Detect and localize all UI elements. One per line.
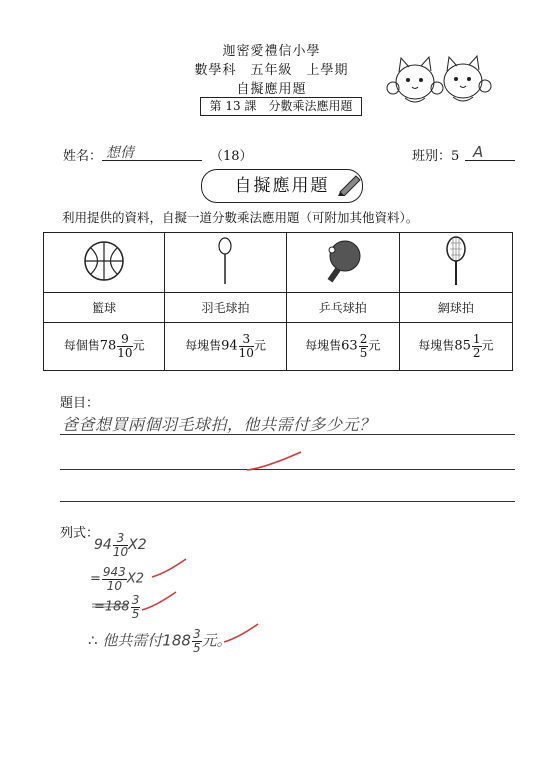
student-number: （18） [210, 149, 253, 164]
basketball-icon [82, 239, 126, 283]
name-label: 姓名： [63, 149, 103, 164]
working-line-1: 94 $\frac{3}{10}$ X2 [94, 531, 147, 559]
subject-line: 數學科 五年級 上學期 [194, 63, 349, 78]
instruction-text: 利用提供的資料，自擬一道分數乘法應用題（可附加其他資料）。 [62, 210, 419, 225]
double-underline [92, 602, 132, 608]
check-mark-icon [140, 588, 180, 614]
school-name: 迦密愛禮信小學 [222, 44, 321, 59]
working-conclusion: ∴ 他共需付188 $\frac{3}{5}$ 元。 [88, 627, 232, 655]
section-banner: 自擬應用題 [201, 169, 363, 203]
working-line-2: = $\frac{943}{10}$ X2 [90, 565, 144, 593]
item-name: 籃球 [44, 293, 165, 323]
item-name: 羽毛球拍 [165, 293, 286, 323]
question-label: 題目： [60, 396, 100, 411]
item-image-cell [399, 233, 512, 293]
pencil-icon [336, 172, 362, 196]
working-label: 列式： [60, 526, 100, 541]
class-field[interactable] [465, 142, 515, 161]
ping-pong-paddle-icon [323, 238, 363, 284]
item-price: 每塊售85 $\frac{1}{2}$ 元 [399, 323, 512, 371]
item-image-cell [44, 233, 165, 293]
item-image-cell [165, 233, 286, 293]
items-table [43, 232, 513, 371]
lesson-title: 第 13 課 分數乘法應用題 [200, 97, 362, 116]
tennis-racket-icon [444, 235, 468, 287]
item-image-cell [286, 233, 399, 293]
item-name: 網球拍 [399, 293, 512, 323]
working-line-3: =188 $\frac{3}{5}$ [94, 593, 140, 621]
class-value: A [473, 143, 484, 161]
class-label: 班別：5 [412, 149, 460, 164]
check-mark-icon [222, 620, 262, 646]
item-name: 乒乓球拍 [286, 293, 399, 323]
answer-line [60, 501, 515, 502]
check-mark-icon [150, 555, 190, 581]
question-answer[interactable]: 爸爸想買兩個羽毛球拍，他共需付多少元？ [62, 415, 376, 434]
name-field[interactable] [102, 142, 202, 161]
worksheet-type: 自擬應用題 [236, 82, 307, 97]
badminton-racket-icon [215, 236, 235, 286]
item-price: 每個售78 $\frac{9}{10}$ 元 [44, 323, 165, 371]
name-value: 想倩 [106, 145, 134, 161]
answer-line [60, 434, 515, 435]
check-mark-icon [245, 448, 305, 476]
cartoon-cats-icon [385, 48, 495, 110]
item-price: 每塊售94 $\frac{3}{10}$ 元 [165, 323, 286, 371]
item-price: 每塊售63 $\frac{2}{5}$ 元 [286, 323, 399, 371]
